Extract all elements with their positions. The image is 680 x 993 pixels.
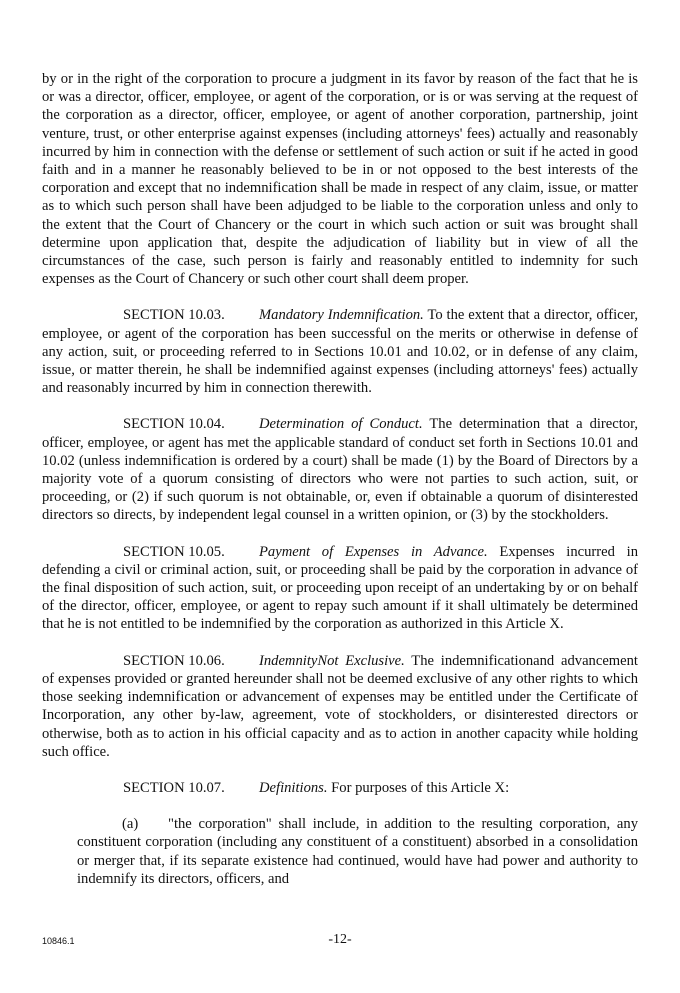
document-id: 10846.1 <box>42 936 75 946</box>
subsection-text: "the corporation" shall include, in addition to the resulting corporation, any constituent corporation (including any constituent of a constituent) absorbed in a consolidation or merger that, if its separate existence had continued, would have had power and authority to indemnify its directors, officers, and <box>77 816 638 887</box>
page-number: -12- <box>328 932 352 947</box>
section-title: Payment of Expenses in Advance. <box>259 543 488 560</box>
document-body <box>42 70 638 888</box>
section-title: Mandatory Indemnification. <box>259 307 424 324</box>
subsection-marker: (a) <box>122 816 139 833</box>
subsection-a <box>77 815 638 888</box>
section-10-05 <box>42 543 638 634</box>
section-text: To the extent that a director, officer, employee, or agent of the corporation has been successful on the merits or otherwise in defense of any action, suit, or proceeding referred to in Sections 10.01 and 10.02, or in defense of any claim, issue, or matter therein, he shall be indemnified against expenses (including attorneys' fees) actually and reasonably incurred by him in connection therewith. <box>42 307 638 397</box>
section-10-06 <box>42 652 638 761</box>
section-text: The indemnificationand advancement of expenses provided or granted hereunder shall not be deemed exclusive of any other rights to which those seeking indemnification or advancement of expenses may be entitled under the Certificate of Incorporation, any other by-law, agreement, vote of stockholders, or disinterested directors or otherwise, both as to action in his official capacity and as to action in another capacity while holding such office. <box>42 652 638 760</box>
section-number: SECTION 10.03. <box>123 307 225 324</box>
section-number: SECTION 10.04. <box>123 416 225 433</box>
section-title: Definitions. <box>259 779 328 796</box>
section-title: Determination of Conduct. <box>259 416 423 433</box>
section-text: For purposes of this Article X: <box>331 779 510 796</box>
section-text: Expenses incurred in defending a civil or criminal action, suit, or proceeding shall be paid by the corporation in advance of the final disposition of such action, suit, or proceeding upon receipt of an undertaking by or on behalf of the director, officer, employee, or agent to repay such amount if it shall ultimately be determined that he is not entitled to be indemnified by the corporation as authorized in this Article X. <box>42 543 639 633</box>
intro-paragraph: by or in the right of the corporation to procure a judgment in its favor by reason of the fact that he is or was a director, officer, employee, or agent of the corporation, or is or was serving at the request of the corporation as a director, officer, employee, or agent of another corporation, partnership, joint venture, trust, or other enterprise against expenses (including attorneys' fees) actually and reasonably incurred by him in connection with the defense or settlement of such action or suit if he acted in good faith and in a manner he reasonably believed to be in or not opposed to the best interests of the corporation and except that no indemnification shall be made in respect of any claim, issue, or matter as to which such person shall have been adjudged to be liable to the corporation unless and only to the extent that the Court of Chancery or the court in which such action or suit was brought shall determine upon application that, despite the adjudication of liability but in view of all the circumstances of the case, such person is fairly and reasonably entitled to indemnity for such expenses as the Court of Chancery or such other court shall deem proper. <box>42 71 638 288</box>
section-number: SECTION 10.07. <box>123 779 225 796</box>
section-10-07 <box>42 779 638 797</box>
section-number: SECTION 10.05. <box>123 543 225 560</box>
section-number: SECTION 10.06. <box>123 652 225 669</box>
section-text: The determination that a director, officer, employee, or agent has met the applicable standard of conduct set forth in Sections 10.01 and 10.02 (unless indemnification is ordered by a court) shall be made (1) by the Board of Directors by a majority vote of a quorum consisting of directors who were not parties to such action, suit, or proceeding, or (2) if such quorum is not obtainable, or, even if obtainable a quorum of disinterested directors so directs, by independent legal counsel in a written opinion, or (3) by the stockholders. <box>42 416 639 524</box>
section-title: IndemnityNot Exclusive. <box>259 652 405 669</box>
section-10-04 <box>42 415 638 524</box>
section-10-03 <box>42 306 638 397</box>
